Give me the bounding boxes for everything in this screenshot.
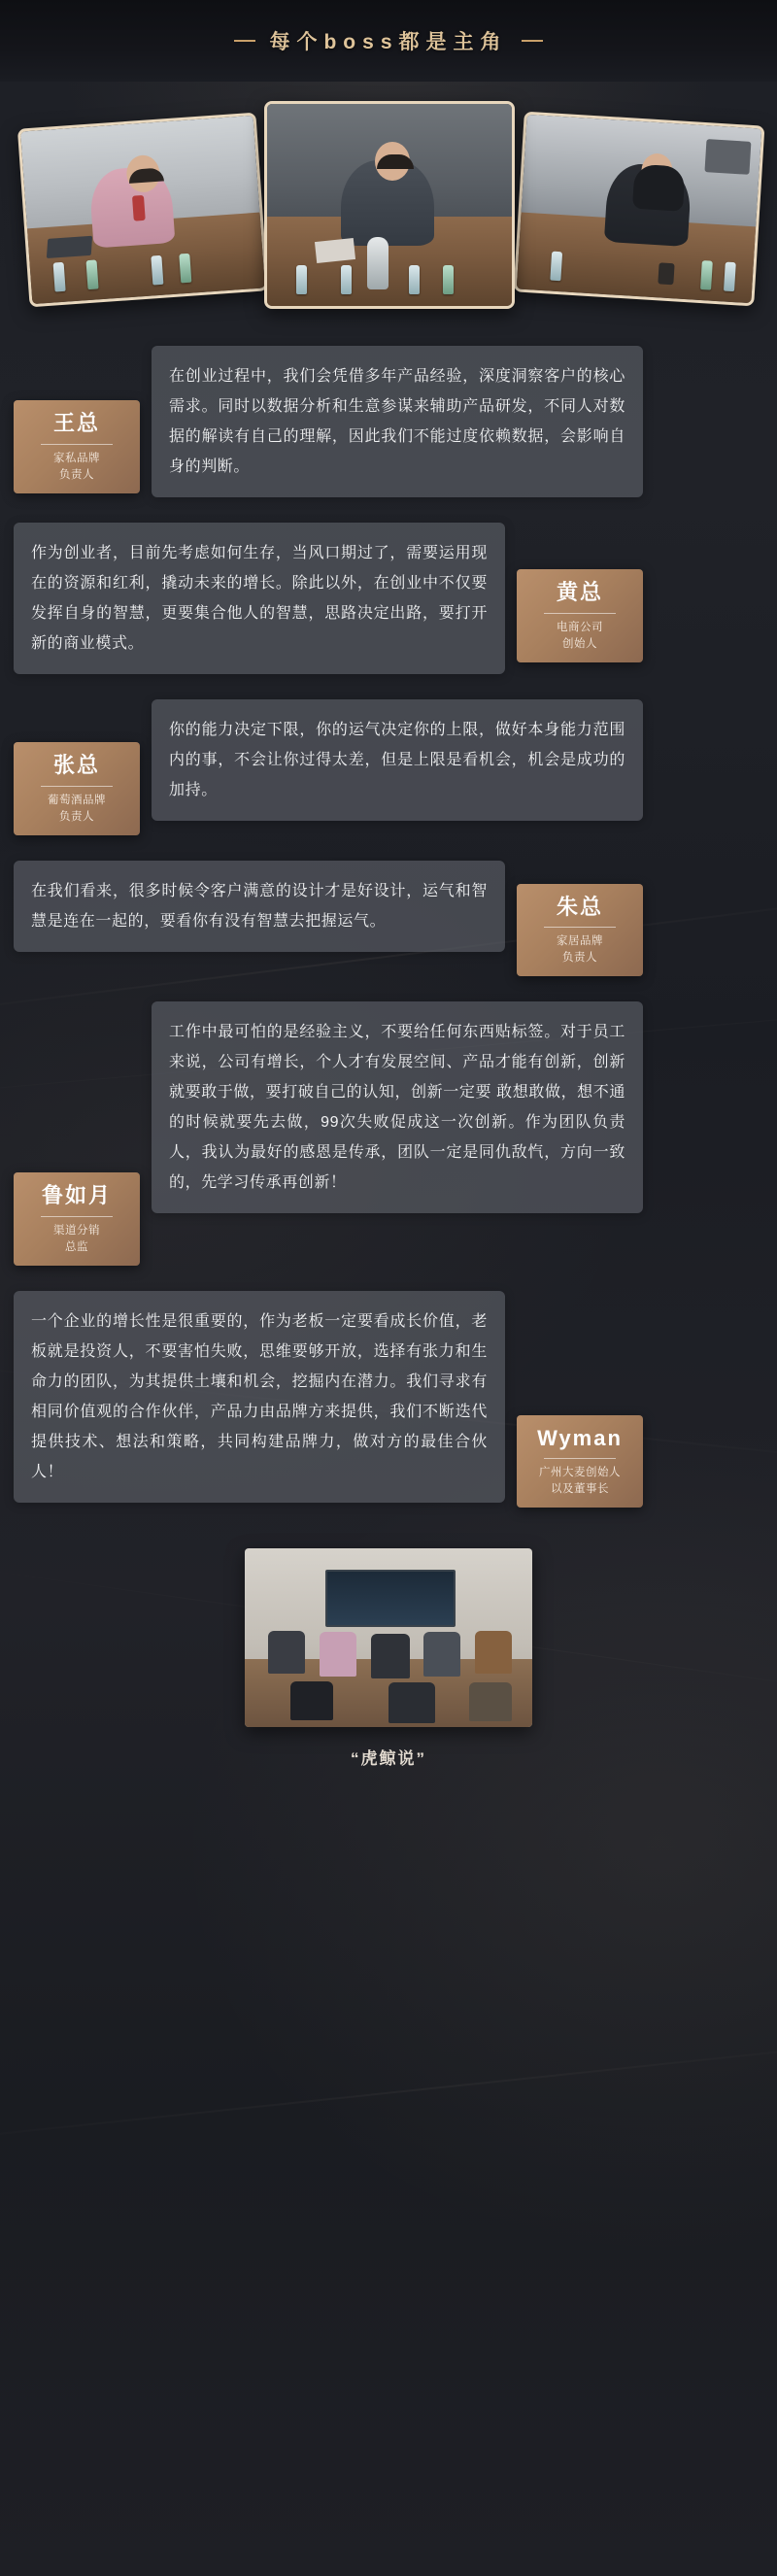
divider: [544, 1458, 616, 1459]
speaker-name: 鲁如月: [41, 1183, 112, 1207]
speaker-role-line1: 电商公司: [557, 621, 603, 633]
page-header: [0, 0, 777, 82]
quote-text: 工作中最可怕的是经验主义，不要给任何东西贴标签。对于员工来说，公司有增长，个人才有发展空间、产品才能有创新，创新就要敢于做，要打破自己的认知，创新一定要 敢想敢做，想不通的时候就要先去做，99次失败促成这一次创新。作为团队负责人，我认为最好的感恩是传承，团队一定是同仇敌忾，方向一致的，先学习传承再创新！: [152, 1001, 643, 1213]
speaker-card: [517, 1415, 643, 1508]
quote-text: 在创业过程中，我们会凭借多年产品经验，深度洞察客户的核心需求。同时以数据分析和生意参谋来辅助产品研发，不同人对数据的解读有自己的理解，因此我们不能过度依赖数据，会影响自身的判断。: [152, 346, 643, 497]
speaker-card: [14, 400, 140, 493]
quote-text: 在我们看来，很多时候令客户满意的设计才是好设计，运气和智慧是连在一起的，要看你有没有智慧去把握运气。: [14, 861, 505, 952]
speaker-role-line1: 家居品牌: [557, 935, 603, 947]
quote-row: [0, 523, 777, 674]
quote-row: [0, 699, 777, 835]
speaker-card: [14, 1172, 140, 1266]
photo-gallery: [0, 99, 777, 322]
speaker-role-line2: 创始人: [562, 637, 597, 650]
guest-photo-3: [514, 112, 765, 307]
page-footer: [0, 1533, 777, 1802]
speaker-role-line2: 负责人: [562, 952, 597, 964]
speaker-card: [517, 569, 643, 662]
guest-photo-2: [264, 101, 515, 309]
guest-photo-1: [17, 113, 268, 308]
event-photo: [245, 1548, 532, 1727]
light-streak-decoration: [0, 2030, 777, 2149]
dash-left-icon: [234, 40, 255, 42]
divider: [544, 927, 616, 928]
quote-list: [0, 332, 777, 1508]
speaker-name: 黄总: [556, 580, 603, 604]
quote-text: 作为创业者，目前先考虑如何生存，当风口期过了，需要运用现在的资源和红利，撬动未来的增长。除此以外，在创业中不仅要发挥自身的智慧，更要集合他人的智慧，思路决定出路，要打开新的商业模式。: [14, 523, 505, 674]
dash-right-icon: [522, 40, 543, 42]
speaker-name: 王总: [52, 411, 100, 435]
speaker-role-line2: 负责人: [59, 810, 94, 823]
speaker-role-line2: 负责人: [59, 468, 94, 481]
quote-row: [0, 346, 777, 497]
speaker-role-line2: 以及董事长: [551, 1483, 609, 1495]
speaker-role-line1: 广州大麦创始人: [539, 1467, 621, 1478]
speaker-card: [517, 884, 643, 977]
divider: [41, 444, 113, 445]
quote-row: [0, 861, 777, 977]
quote-text: 一个企业的增长性是很重要的，作为老板一定要看成长价值，老板就是投资人，不要害怕失败，思维要够开放，选择有张力和生命力的团队，为其提供土壤和机会，挖掘内在潜力。我们寻求有相同价值观的合作伙伴，产品力由品牌方来提供，我们不断迭代提供技术、想法和策略，共同构建品牌力，做对方的最佳合伙人！: [14, 1291, 505, 1503]
divider: [41, 1216, 113, 1217]
quote-row: [0, 1001, 777, 1266]
speaker-name: 朱总: [556, 894, 603, 919]
footer-caption: “虎鲸说”: [351, 1749, 426, 1768]
speaker-role-line1: 渠道分销: [53, 1224, 100, 1237]
quote-row: [0, 1291, 777, 1508]
speaker-card: [14, 742, 140, 835]
speaker-role-line1: 家私品牌: [53, 452, 100, 464]
speaker-role-line1: 葡萄酒品牌: [48, 794, 106, 806]
presentation-screen: [325, 1570, 456, 1627]
speaker-name: 张总: [52, 753, 100, 777]
quote-text: 你的能力决定下限，你的运气决定你的上限，做好本身能力范围内的事，不会让你过得太差，但是上限是看机会，机会是成功的加持。: [152, 699, 643, 821]
speaker-role-line2: 总监: [65, 1240, 88, 1253]
speaker-name: Wyman: [537, 1425, 623, 1450]
divider: [41, 786, 113, 787]
divider: [544, 613, 616, 614]
page-title: 每个boss都是主角: [269, 31, 508, 53]
